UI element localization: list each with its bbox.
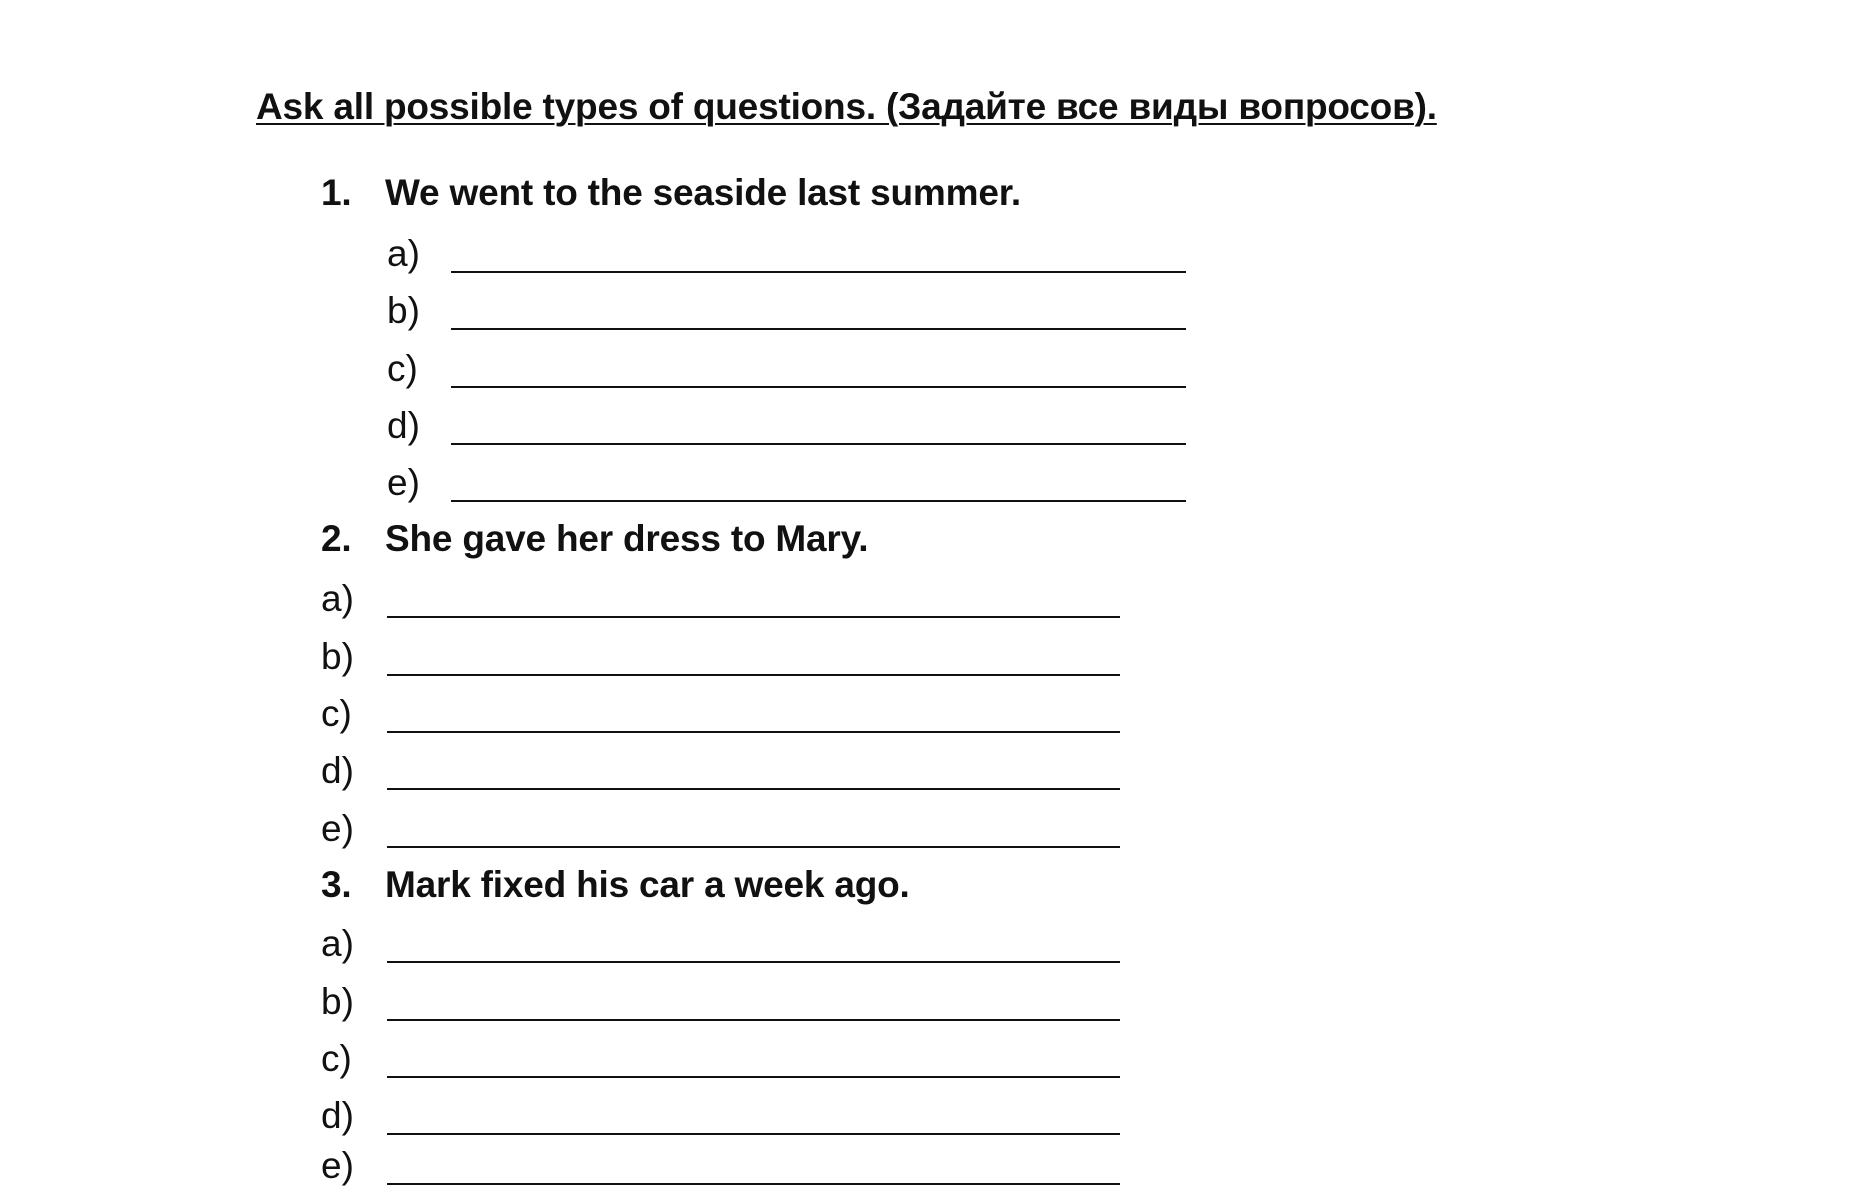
answer-line-1a[interactable] [387, 233, 1287, 279]
worksheet-title: Ask all possible types of questions. (Задайте все виды вопросов). [256, 86, 1437, 127]
answer-letter: b) [387, 290, 420, 331]
answer-line-3c[interactable] [321, 1038, 1221, 1084]
answer-letter: c) [321, 693, 352, 734]
answer-line-1e[interactable] [387, 462, 1287, 508]
answer-line-2a[interactable] [321, 578, 1221, 624]
answer-line-1b[interactable] [387, 290, 1287, 336]
answer-line-3b[interactable] [321, 981, 1221, 1027]
answer-letter: e) [321, 808, 354, 849]
blank-line[interactable] [387, 1019, 1120, 1021]
answer-line-3a[interactable] [321, 923, 1221, 969]
answer-letter: b) [321, 981, 354, 1022]
blank-line[interactable] [387, 674, 1120, 676]
answer-line-3e[interactable] [321, 1145, 1221, 1191]
blank-line[interactable] [451, 500, 1186, 502]
answer-line-2e[interactable] [321, 808, 1221, 854]
blank-line[interactable] [387, 1133, 1120, 1135]
answer-letter: a) [387, 233, 420, 274]
answer-letter: d) [321, 750, 354, 791]
blank-line[interactable] [387, 1183, 1120, 1185]
blank-line[interactable] [387, 846, 1120, 848]
answer-letter: d) [321, 1095, 354, 1136]
question-number: 2. [321, 518, 352, 559]
question-3 [321, 864, 910, 906]
question-sentence: She gave her dress to Mary. [385, 518, 869, 559]
answer-line-3d[interactable] [321, 1095, 1221, 1141]
answer-letter: c) [321, 1038, 352, 1079]
blank-line[interactable] [451, 443, 1186, 445]
question-sentence: Mark fixed his car a week ago. [385, 864, 910, 905]
blank-line[interactable] [451, 386, 1186, 388]
blank-line[interactable] [387, 788, 1120, 790]
answer-line-1c[interactable] [387, 348, 1287, 394]
question-1 [321, 172, 1021, 214]
blank-line[interactable] [387, 1076, 1120, 1078]
answer-letter: e) [387, 462, 420, 503]
blank-line[interactable] [387, 961, 1120, 963]
answer-line-1d[interactable] [387, 405, 1287, 451]
answer-letter: b) [321, 636, 354, 677]
question-sentence: We went to the seaside last summer. [385, 172, 1021, 213]
blank-line[interactable] [387, 731, 1120, 733]
answer-letter: d) [387, 405, 420, 446]
answer-letter: c) [387, 348, 418, 389]
blank-line[interactable] [451, 328, 1186, 330]
answer-letter: a) [321, 923, 354, 964]
answer-letter: a) [321, 578, 354, 619]
question-2 [321, 518, 868, 560]
answer-letter: e) [321, 1145, 354, 1186]
question-number: 3. [321, 864, 352, 905]
answer-line-2b[interactable] [321, 636, 1221, 682]
blank-line[interactable] [387, 616, 1120, 618]
blank-line[interactable] [451, 271, 1186, 273]
question-number: 1. [321, 172, 352, 213]
answer-line-2c[interactable] [321, 693, 1221, 739]
answer-line-2d[interactable] [321, 750, 1221, 796]
